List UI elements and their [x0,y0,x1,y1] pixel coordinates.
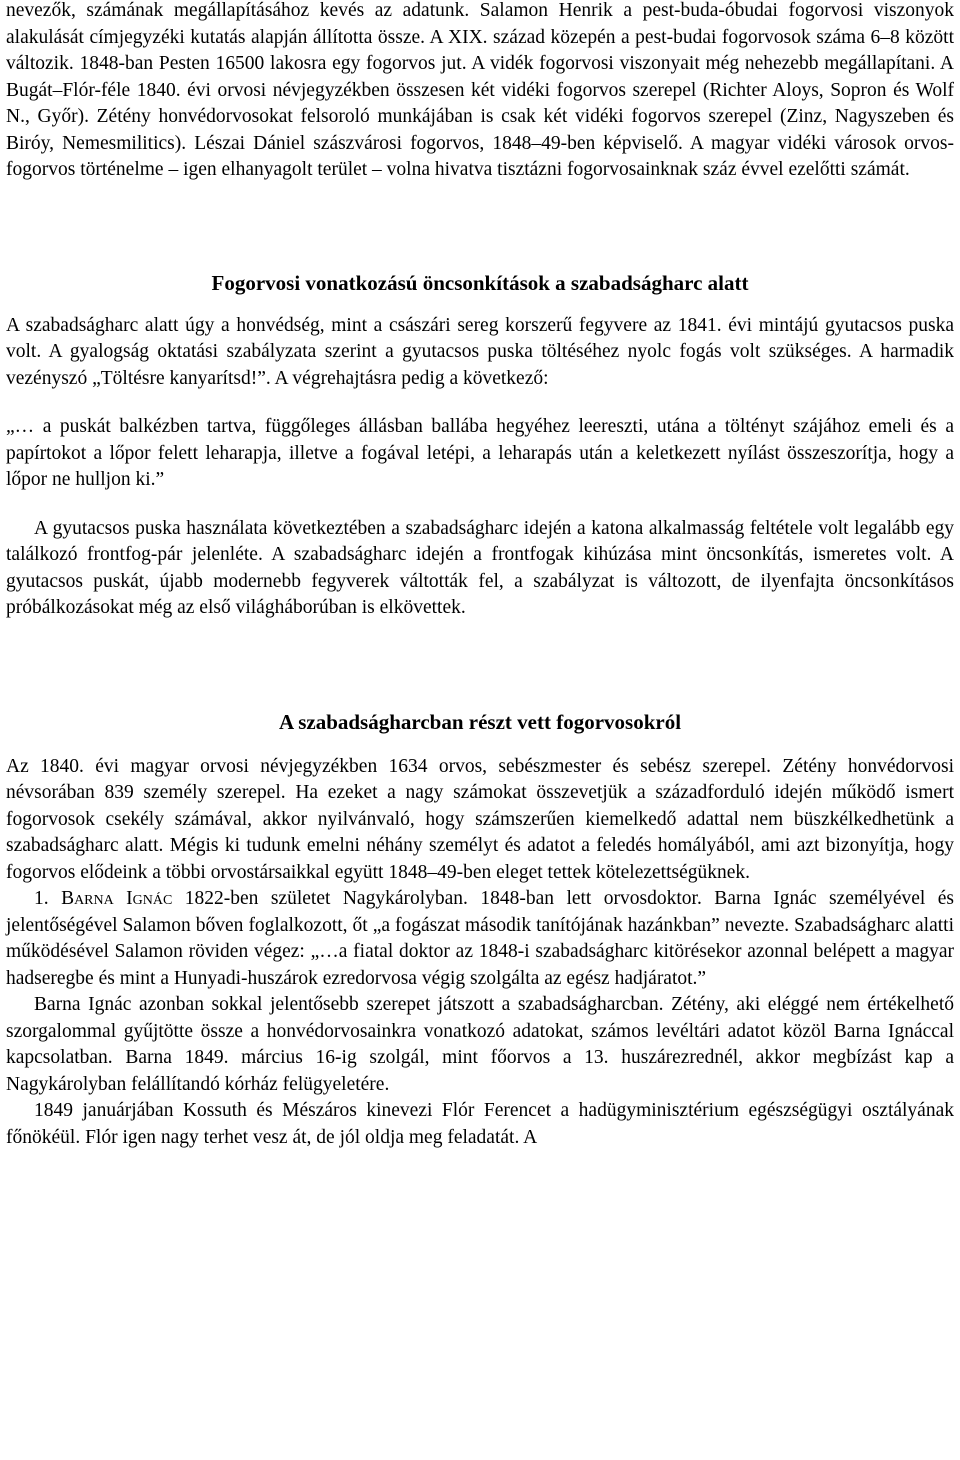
front-teeth-paragraph: A gyutacsos puska használata következtében a szabadságharc idején a katona alkalmasság feltétele volt legalább egy találkozó frontfog-pár jelenléte. A szabadságharc idején a frontfogak kihúzása mint öncsonkítás, ismeretes volt. A gyutacsos puskát, újabb modernebb fegyverek váltották fel, a szabályzat is változott, de ilyenfajta öncsonkításos próbálkozásokat még az első világháborúban is elkövettek. [6,517,954,618]
section-heading-dentists: A szabadságharcban részt vett fogorvosokról [278,709,682,734]
list-item-barna [6,886,954,992]
document-page [6,0,954,1151]
statistics-paragraph: Az 1840. évi magyar orvosi névjegyzékben 1634 orvos, sebészmester és sebész szerepel. Zétény honvédorvosi névsorában 839 személy szerepel. Ha ezeket a nagy számokat összevetjük a századforduló idején működő ismert fogorvosok csekély számával, akkor nyilvánvaló, hogy számszerűen kiemelkedő adattal nem büszkélkedhetünk a szabadságharc alatt. Mégis ki tudunk emelni néhány személyt és adatot a feledés homályából, ami azt bizonyítja, hogy fogorvos elődeink a többi orvostársaikkal együtt 1848–49-ben eleget tettek kötelezettségüknek. [6,755,954,883]
flor-paragraph: 1849 januárjában Kossuth és Mészáros kinevezi Flór Ferencet a hadügyminisztérium egészségügyi osztályának főnökéül. Flór igen nagy terhet vesz át, de jól oldja meg feladatát. A [6,1100,954,1148]
list-item-text: 1822-ben születet Nagykárolyban. 1848-ban lett orvosdoktor. Barna Ignác személyével és jelentőségével Salamon bőven foglalkozott, őt „a fogászat második tanítójának hazánkban” nevezte. Szabadságharc alatti működésével Salamon röviden végez: „…a fiatal doktor az 1848-i szabadságharc kitörésekor azonnal belépett a magyar hadseregbe és mint a Hunyadi-huszárok ezredorvosa végig szolgálta az egész hadjáratot.” [6,888,955,989]
list-item-number: 1. [34,888,49,909]
intro-paragraph: nevezők, számának megállapításához kevés az adatunk. Salamon Henrik a pest-buda-óbudai fogorvosi viszonyok alakulását címjegyzéki kutatás alapján állította össze. A XIX. század közepén a pest-budai fogorvosok száma 6–8 között változik. 1848-ban Pesten 16500 lakosra egy fogorvos jut. A vidék fogorvosi viszonyait még nehezebb megállapítani. A Bugát–Flór-féle 1840. évi orvosi névjegyzékben összesen két vidéki fogorvos szerepel (Richter Aloys, Sopron és Wolf N., Győr). Zétény honvédorvosokat felsoroló munkájában is csak két vidéki fogorvos szerepel (Zinz, Nagyszeben és Biróy, Nemesmilitics). Lészai Dániel szászvárosi fogorvos, 1848–49-ben képviselő. A magyar vidéki városok orvos-fogorvos történelme – igen elhanyagolt terület – volna hivatva tisztázni fogorvosainknak száz évvel ezelőtti számát. [6,0,954,180]
section-heading-self-mutilation: Fogorvosi vonatkozású öncsonkítások a szabadságharc alatt [211,270,749,295]
person-name: Barna Ignác [61,888,173,909]
rifle-paragraph: A szabadságharc alatt úgy a honvédség, mint a császári sereg korszerű fegyvere az 1841. évi mintájú gyutacsos puska volt. A gyalogság oktatási szabályzata szerint a gyutacsos puska töltéséhez nyolc fogás volt szükséges. A harmadik vezényszó „Töltésre kanyarítsd!”. A végrehajtásra pedig a következő: [6,314,954,389]
barna-role-paragraph: Barna Ignác azonban sokkal jelentősebb szerepet játszott a szabadságharcban. Zétény, aki eléggé nem értékelhető szorgalommal gyűjtötte össze a honvédorvosainkra vonatkozó adatokat, számos levéltári adatot közöl Barna Ignáccal kapcsolatban. Barna 1849. március 16-ig szolgál, mint főorvos a 13. huszárezrednél, akkor megbízást kap a Nagykárolyban felállítandó kórház felügyeletére. [6,994,954,1095]
regulation-quote: „… a puskát balkézben tartva, függőleges állásban ballába hegyéhez leereszti, utána a töltényt szájához emeli és a papírtokot a lőpor felett leharapja, illetve a fogával letépi, a leharapás után a keletkezett nyílást összeszorítja, hogy a lőpor ne hulljon ki.” [6,416,954,490]
